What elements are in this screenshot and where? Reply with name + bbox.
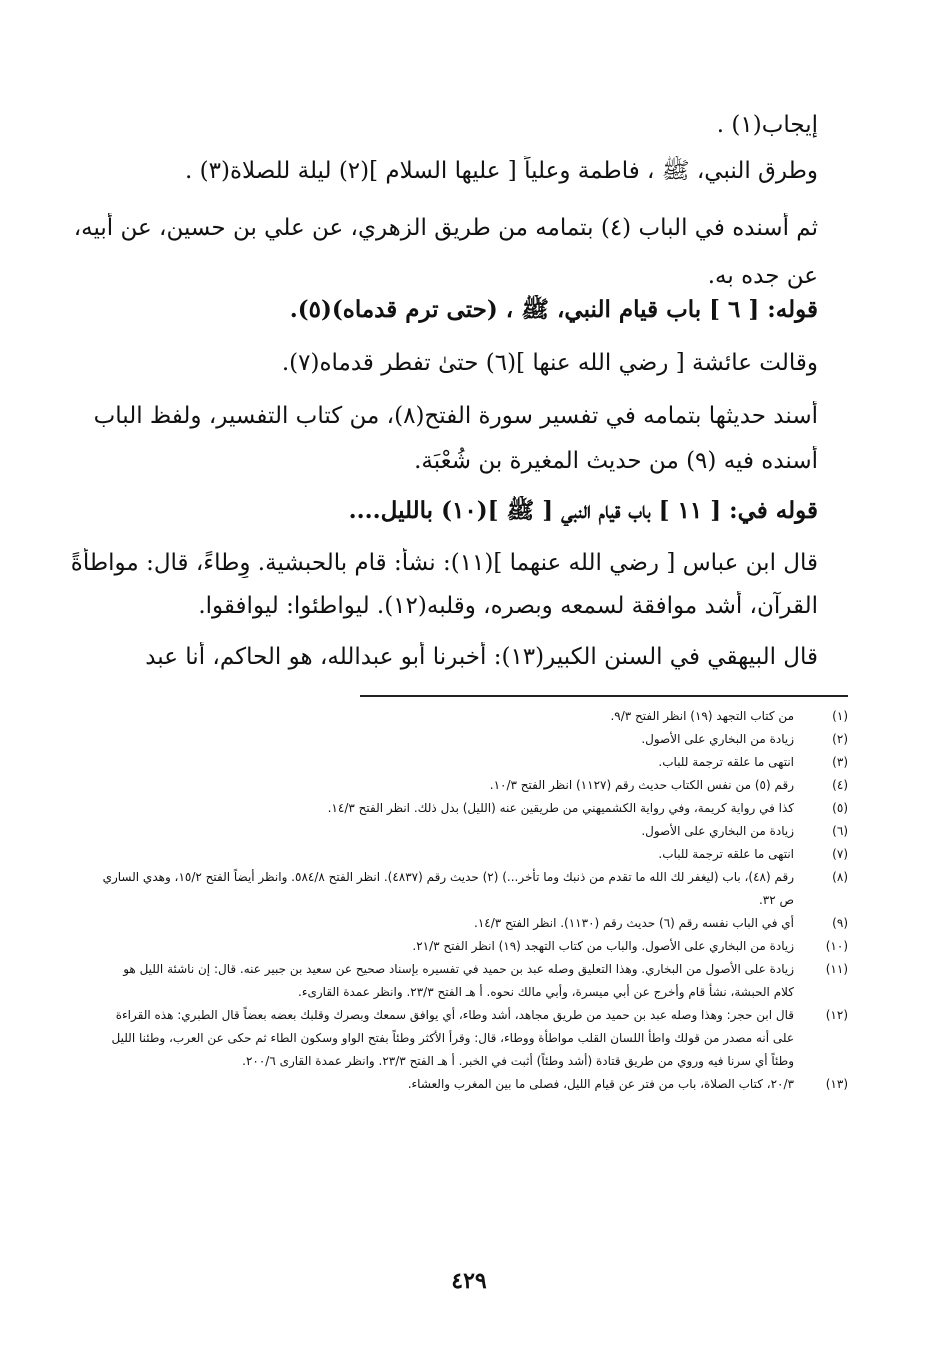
footnote-number: (٩) [832, 916, 848, 930]
footnote-divider [360, 695, 848, 697]
footnote [100, 843, 848, 866]
footnote [100, 728, 848, 751]
footnote-number: (٥) [832, 801, 848, 815]
footnote-text: أي في الباب نفسه رقم (٦) حديث رقم (١١٣٠). انظر الفتح ١٤/٣. [474, 916, 794, 930]
text-line: القرآن، أشد موافقة لسمعه وبصره، وقلبه(١٢). ليواطئوا: ليوافقوا. [198, 593, 818, 619]
footnote-number: (١٢) [825, 1008, 848, 1022]
text-line: أسنده فيه (٩) من حديث المغيرة بن شُعْبَة. [414, 448, 818, 474]
footnote-text: انتهى ما علقه ترجمة للباب. [658, 847, 794, 861]
footnote [100, 935, 848, 958]
footnote-number: (١) [832, 709, 848, 723]
text-line: أسند حديثها بتمامه في تفسير سورة الفتح(٨)، من كتاب التفسير، ولفظ الباب [93, 403, 818, 429]
footnote [100, 797, 848, 820]
footnote-text: زيادة من البخاري على الأصول. [641, 732, 794, 746]
text-line: وطرق النبي، ﷺ ، فاطمة وعلياً [ عليها السلام ](٢) ليلة للصلاة(٣) . [185, 158, 818, 184]
footnote-number: (٨) [832, 870, 848, 884]
footnote-text: انتهى ما علقه ترجمة للباب. [658, 755, 794, 769]
footnote [100, 820, 848, 843]
text-line: قوله: [ ٦ ] باب قيام النبي، ﷺ ، (حتى ترم قدماه)(٥). [289, 296, 818, 323]
footnote-number: (٤) [832, 778, 848, 792]
footnote-text: قال ابن حجر: وهذا وصله عبد بن حميد من طريق مجاهد، أشد وطاء، أي يوافق سمعك وبصرك وقلبك بعضه بعضاً قال الطبري: هذه القراءة على أنه مصدر من قولك واطأ اللسان القلب مواطأة ووطاء، قال: وقرأ الأكثر وطئاً بفتح الواو وسكون الطاء ثم حكى عن العرب، وطئنا الليل وطئاً أي سرنا فيه وروي من طريق قتادة (أشد وطئاً) أثبت في الخبر. أ هـ الفتح ٢٣/٣. وانظر عمدة القارى ٢٠٠/٦. [111, 1008, 794, 1068]
footnote [100, 751, 848, 774]
footnote-number: (١١) [825, 962, 848, 976]
footnote [100, 866, 848, 912]
footnote [100, 705, 848, 728]
text-line: قوله في: [ ١١ ] باب قيام النبي [ ﷺ ](١٠) بالليل.... [348, 497, 818, 524]
page-number: ٤٢٩ [451, 1268, 487, 1294]
footnote [100, 1004, 848, 1073]
text-line: ثم أسنده في الباب (٤) بتمامه من طريق الزهري، عن علي بن حسين، عن أبيه، [73, 215, 818, 241]
footnote-text: رقم (٥) من نفس الكتاب حديث رقم (١١٢٧) انظر الفتح ١٠/٣. [489, 778, 794, 792]
footnote-text: من كتاب التجهد (١٩) انظر الفتح ٩/٣. [610, 709, 794, 723]
text-line: عن جده به. [707, 263, 818, 289]
footnote [100, 958, 848, 1004]
text-line: قال ابن عباس [ رضي الله عنهما ](١١): نشأ: قام بالحبشية. وِطاءً، قال: مواطأةً [70, 550, 818, 576]
footnote [100, 912, 848, 935]
footnote-text: زيادة من البخاري على الأصول. [641, 824, 794, 838]
footnote-number: (١٠) [825, 939, 848, 953]
footnote-number: (٣) [832, 755, 848, 769]
footnote-number: (٧) [832, 847, 848, 861]
footnote [100, 1073, 848, 1096]
footnote-text: رقم (٤٨)، باب (ليغفر لك الله ما تقدم من ذنبك وما تأخر...) (٢) حديث رقم (٤٨٣٧). انظر الفتح ٥٨٤/٨. وانظر أيضاً الفتح ١٥/٢، وهدي الساري ص ٣٢. [102, 870, 794, 907]
footnote-text: زيادة على الأصول من البخاري. وهذا التعليق وصله عبد بن حميد في تفسيره بإسناد صحيح عن سعيد بن جبير عنه. قال: إن ناشئة الليل هو كلام الحبشة، نشأ قام وأخرج عن أبي ميسرة، وأبي مالك نحوه. أ هـ الفتح ٢٣/٣. وانظر عمدة القارىء. [123, 962, 794, 999]
text-line: وقالت عائشة [ رضي الله عنها ](٦) حتىٰ تفطر قدماه(٧). [281, 350, 818, 376]
text-line: قال البيهقي في السنن الكبير(١٣): أخبرنا أبو عبدالله، هو الحاكم، أنا عبد [145, 644, 818, 670]
footnotes [100, 705, 848, 1096]
footnote-number: (٢) [832, 732, 848, 746]
footnote-number: (٦) [832, 824, 848, 838]
footnote-text: زيادة من البخاري على الأصول. والباب من كتاب التهجد (١٩) انظر الفتح ٢١/٣. [412, 939, 794, 953]
footnote [100, 774, 848, 797]
footnote-text: كذا في رواية كريمة، وفي رواية الكشميهني من طريقين عنه (الليل) بدل ذلك. انظر الفتح ١٤/٣. [327, 801, 794, 815]
text-line: إيجاب(١) . [716, 112, 818, 138]
footnote-number: (١٣) [825, 1077, 848, 1091]
footnote-text: ٢٠/٣، كتاب الصلاة، باب من فتر عن قيام الليل، فصلى ما بين المغرب والعشاء. [407, 1077, 794, 1091]
